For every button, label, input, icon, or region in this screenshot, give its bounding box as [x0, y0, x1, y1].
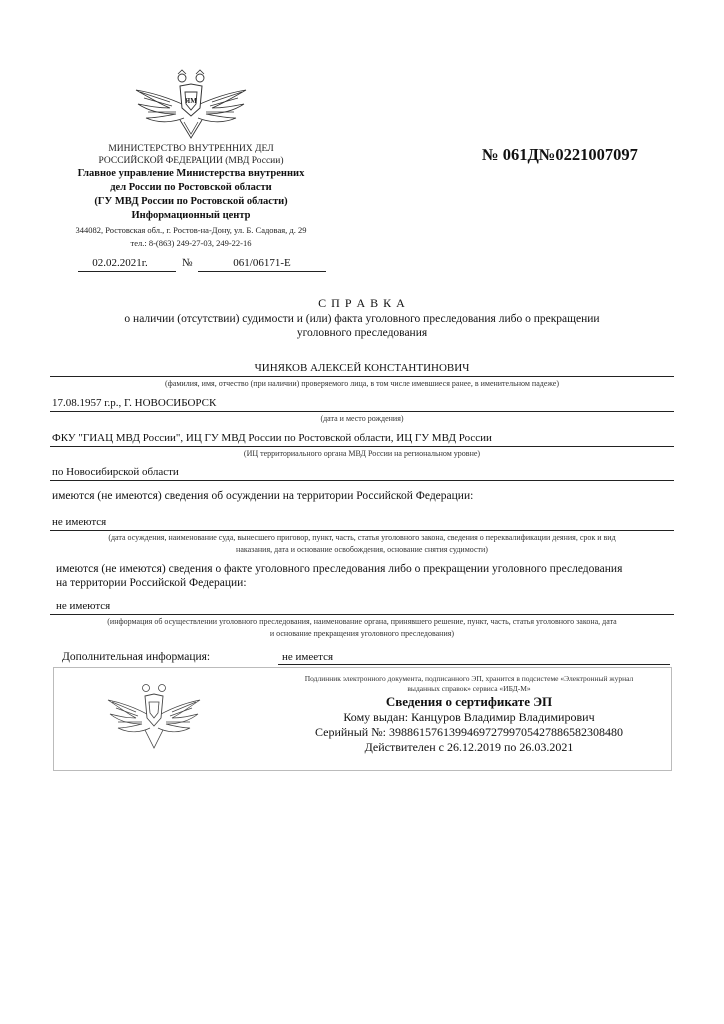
- issue-date: 02.02.2021г.: [92, 257, 148, 269]
- person-name: ЧИНЯКОВ АЛЕКСЕЙ КОНСТАНТИНОВИЧ: [254, 362, 470, 374]
- number-sign: №: [182, 257, 193, 269]
- convictions-value: не имеются: [52, 516, 107, 528]
- doc-title: С П Р А В К А: [318, 296, 406, 310]
- mvd-emblem: [130, 68, 252, 144]
- birth-caption: (дата и место рождения): [320, 414, 404, 423]
- phone: тел.: 8-(863) 249-27-03, 249-22-16: [130, 238, 252, 248]
- registration-number: 061/06171-Е: [233, 257, 291, 269]
- certificate-emblem: [104, 676, 204, 756]
- address: 344082, Ростовская обл., г. Ростов-на-Дону, ул. Б. Садовая, д. 29: [75, 225, 307, 235]
- ic-continuation: по Новосибирской области: [52, 466, 179, 478]
- prosecution-value: не имеются: [56, 600, 111, 612]
- name-underline: [50, 376, 674, 377]
- ministry-line2: РОССИЙСКОЙ ФЕДЕРАЦИИ (МВД России): [98, 156, 284, 166]
- ic-cont-underline: [50, 480, 674, 481]
- certificate-issued-to: Кому выдан: Канцуров Владимир Владимирович: [343, 710, 595, 724]
- additional-label: Дополнительная информация:: [62, 651, 211, 663]
- ic-caption: (ИЦ территориального органа МВД России на региональном уровне): [243, 449, 481, 458]
- convictions-caption-1: (дата осуждения, наименование суда, вынесшего приговор, пункт, часть, статья уголовного закона, сведения о переквалификации деяния, срок и вид: [108, 533, 616, 542]
- convictions-caption-2: наказания, дата и основание освобождения, основание снятия судимости): [236, 545, 488, 554]
- document-number: № 061Д№0221007097: [482, 145, 638, 164]
- svg-text:ЯМ: ЯМ: [185, 97, 197, 105]
- certificate-note-2: выданных справок» сервиса «ИБД-М»: [407, 684, 531, 693]
- additional-value: не имеется: [282, 651, 334, 663]
- prosecution-label-1: имеются (не имеются) сведения о факте уголовного преследования либо о прекращении уголовного преследования: [56, 563, 623, 575]
- reg-underline: [198, 271, 326, 272]
- prosecution-underline: [50, 614, 674, 615]
- doc-subtitle-line1: о наличии (отсутствии) судимости и (или) факта уголовного преследования либо о прекращении: [124, 313, 600, 325]
- certificate-title: Сведения о сертификате ЭП: [385, 694, 553, 709]
- ic-name: ФКУ "ГИАЦ МВД России", ИЦ ГУ МВД России по Ростовской области, ИЦ ГУ МВД России: [52, 432, 492, 444]
- prosecution-caption-1: (информация об осуществлении уголовного преследования, наименование органа, принявшего решение, пункт, часть, статья уголовного закона, дата: [107, 617, 617, 626]
- certificate-validity: Действителен с 26.12.2019 по 26.03.2021: [364, 740, 574, 754]
- dept-line1: Главное управление Министерства внутренних: [77, 168, 305, 179]
- certificate-note-1: Подлинник электронного документа, подписанного ЭП, хранится в подсистеме «Электронный журнал: [304, 674, 634, 683]
- date-underline: [78, 271, 176, 272]
- ic-underline: [50, 446, 674, 447]
- convictions-underline: [50, 530, 674, 531]
- certificate-serial: Серийный №: 39886157613994697279970542788658230848​0: [314, 725, 623, 739]
- certificate-box: [53, 667, 672, 771]
- doc-subtitle-line2: уголовного преследования: [296, 327, 428, 339]
- birth-info: 17.08.1957 г.р., Г. НОВОСИБОРСК: [52, 397, 217, 409]
- prosecution-label-2: на территории Российской Федерации:: [56, 577, 247, 589]
- ministry-line1: МИНИСТЕРСТВО ВНУТРЕННИХ ДЕЛ: [108, 144, 274, 154]
- convictions-label: имеются (не имеются) сведения об осуждении на территории Российской Федерации:: [52, 490, 474, 502]
- dept-line2: дел России по Ростовской области: [110, 182, 272, 193]
- birth-underline: [50, 411, 674, 412]
- additional-underline: [278, 664, 670, 665]
- name-caption: (фамилия, имя, отчество (при наличии) проверяемого лица, в том числе имевшиеся ранее, в именительном падеже): [164, 379, 560, 388]
- dept-line4: Информационный центр: [131, 210, 251, 221]
- dept-line3: (ГУ МВД России по Ростовской области): [94, 196, 288, 207]
- prosecution-caption-2: и основание прекращения уголовного преследования): [269, 629, 455, 638]
